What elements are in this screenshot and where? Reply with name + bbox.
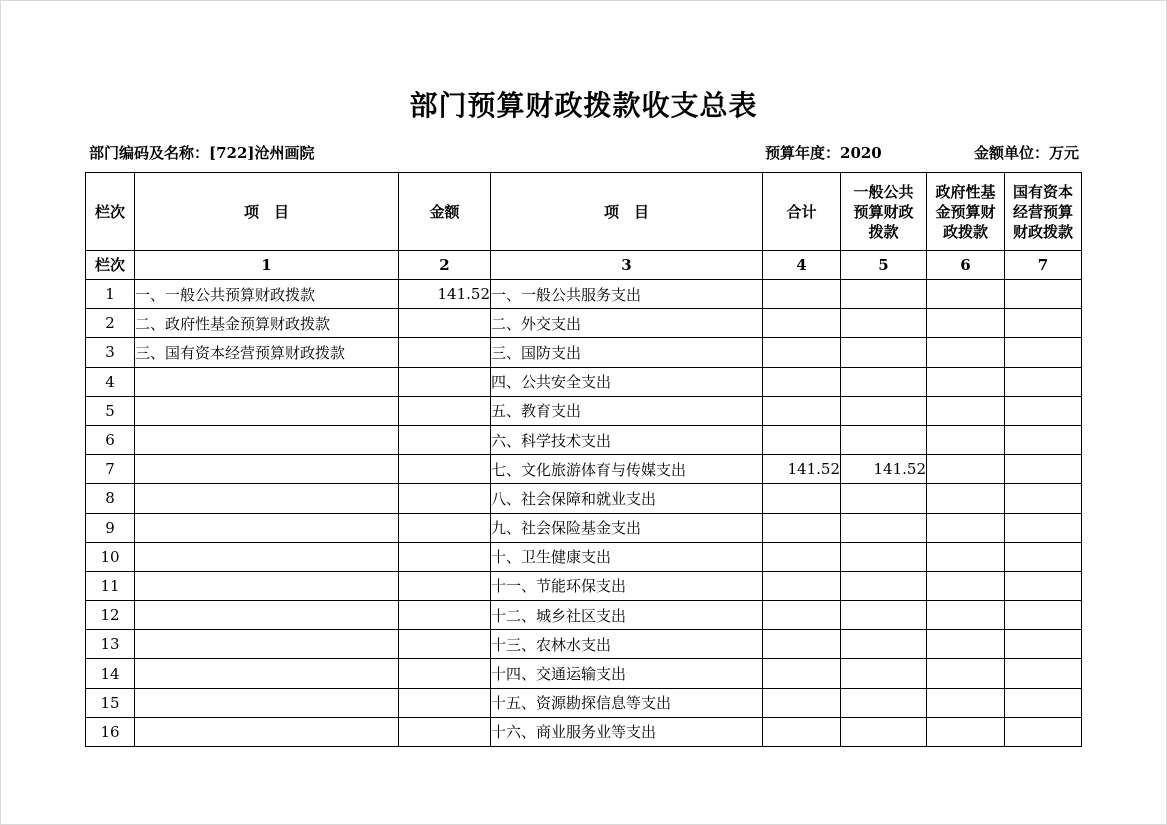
state-capital-cell (1005, 309, 1082, 338)
income-amount-cell (399, 396, 491, 425)
income-amount-cell (399, 717, 491, 746)
total-cell (763, 630, 841, 659)
income-item-cell: 一、一般公共预算财政拨款 (135, 280, 399, 309)
header-row (86, 173, 1082, 251)
gov-fund-cell (927, 630, 1005, 659)
expense-item-cell: 一、一般公共服务支出 (491, 280, 763, 309)
total-cell (763, 717, 841, 746)
header-total: 合计 (763, 173, 841, 251)
general-budget-cell (841, 338, 927, 367)
income-amount-cell (399, 601, 491, 630)
expense-item-cell: 六、科学技术支出 (491, 425, 763, 454)
income-amount-cell (399, 630, 491, 659)
general-budget-cell (841, 630, 927, 659)
gov-fund-cell (927, 688, 1005, 717)
gov-fund-cell (927, 396, 1005, 425)
income-item-cell (135, 367, 399, 396)
header-gov-fund (927, 173, 1005, 251)
expense-item-cell: 八、社会保障和就业支出 (491, 484, 763, 513)
header-general-line: 预算财政 (853, 202, 914, 221)
general-budget-cell (841, 659, 927, 688)
expense-item-cell: 二、外交支出 (491, 309, 763, 338)
income-item-cell (135, 396, 399, 425)
state-capital-cell (1005, 630, 1082, 659)
column-number: 1 (135, 251, 399, 280)
state-capital-cell (1005, 513, 1082, 542)
state-capital-cell (1005, 455, 1082, 484)
income-amount-cell (399, 367, 491, 396)
total-cell: 141.52 (763, 455, 841, 484)
row-number-cell: 2 (86, 309, 135, 338)
total-cell (763, 484, 841, 513)
header-gov-fund-line: 政拨款 (942, 222, 988, 241)
income-amount-cell (399, 309, 491, 338)
state-capital-cell (1005, 659, 1082, 688)
row-number-cell: 5 (86, 396, 135, 425)
total-cell (763, 425, 841, 454)
general-budget-cell (841, 601, 927, 630)
income-item-cell (135, 688, 399, 717)
total-cell (763, 542, 841, 571)
row-number-cell: 16 (86, 717, 135, 746)
expense-item-cell: 十二、城乡社区支出 (491, 601, 763, 630)
gov-fund-cell (927, 425, 1005, 454)
income-item-cell (135, 542, 399, 571)
gov-fund-cell (927, 542, 1005, 571)
gov-fund-cell (927, 455, 1005, 484)
general-budget-cell (841, 280, 927, 309)
dept-label: 部门编码及名称：[722]沧州画院 (89, 144, 315, 162)
header-general-line: 拨款 (868, 222, 899, 241)
column-number: 4 (763, 251, 841, 280)
total-cell (763, 571, 841, 600)
gov-fund-cell (927, 717, 1005, 746)
gov-fund-cell (927, 659, 1005, 688)
state-capital-cell (1005, 542, 1082, 571)
gov-fund-cell (927, 309, 1005, 338)
gov-fund-cell (927, 367, 1005, 396)
expense-item-cell: 十三、农林水支出 (491, 630, 763, 659)
gov-fund-cell (927, 338, 1005, 367)
header-gov-fund-line: 政府性基 (935, 182, 996, 201)
table-row (86, 630, 1082, 659)
header-state-capital-line: 财政拨款 (1012, 222, 1073, 241)
table-row (86, 659, 1082, 688)
row-number-cell: 7 (86, 455, 135, 484)
general-budget-cell (841, 513, 927, 542)
expense-item-cell: 七、文化旅游体育与传媒支出 (491, 455, 763, 484)
budget-year-label: 预算年度：2020 (765, 144, 882, 162)
state-capital-cell (1005, 484, 1082, 513)
table-row (86, 425, 1082, 454)
general-budget-cell (841, 396, 927, 425)
state-capital-cell (1005, 717, 1082, 746)
header-state-capital-line: 国有资本 (1012, 182, 1073, 201)
expense-item-cell: 五、教育支出 (491, 396, 763, 425)
expense-item-cell: 三、国防支出 (491, 338, 763, 367)
total-cell (763, 309, 841, 338)
state-capital-cell (1005, 601, 1082, 630)
table-row (86, 484, 1082, 513)
row-number-cell: 9 (86, 513, 135, 542)
income-item-cell (135, 717, 399, 746)
expense-item-cell: 四、公共安全支出 (491, 367, 763, 396)
expense-item-cell: 十、卫生健康支出 (491, 542, 763, 571)
header-general-line: 一般公共 (853, 182, 914, 201)
income-item-cell (135, 659, 399, 688)
general-budget-cell (841, 484, 927, 513)
header-general-budget (841, 173, 927, 251)
row-number-cell: 13 (86, 630, 135, 659)
income-amount-cell (399, 455, 491, 484)
income-item-cell (135, 425, 399, 454)
gov-fund-cell (927, 484, 1005, 513)
income-item-cell (135, 601, 399, 630)
expense-item-cell: 九、社会保险基金支出 (491, 513, 763, 542)
total-cell (763, 513, 841, 542)
header-amount: 金额 (399, 173, 491, 251)
state-capital-cell (1005, 280, 1082, 309)
income-amount-cell (399, 338, 491, 367)
income-amount-cell (399, 513, 491, 542)
amount-unit-label: 金额单位：万元 (973, 144, 1079, 162)
general-budget-cell (841, 688, 927, 717)
column-number: 栏次 (86, 251, 135, 280)
income-amount-cell (399, 425, 491, 454)
state-capital-cell (1005, 425, 1082, 454)
table-row (86, 338, 1082, 367)
row-number-cell: 12 (86, 601, 135, 630)
total-cell (763, 396, 841, 425)
row-number-cell: 1 (86, 280, 135, 309)
total-cell (763, 338, 841, 367)
table-row (86, 396, 1082, 425)
general-budget-cell (841, 367, 927, 396)
row-number-cell: 6 (86, 425, 135, 454)
table-row (86, 280, 1082, 309)
expense-item-cell: 十四、交通运输支出 (491, 659, 763, 688)
income-amount-cell (399, 659, 491, 688)
table-body (86, 280, 1082, 747)
table-row (86, 542, 1082, 571)
general-budget-cell (841, 571, 927, 600)
total-cell (763, 367, 841, 396)
table-row (86, 717, 1082, 746)
state-capital-cell (1005, 338, 1082, 367)
general-budget-cell (841, 309, 927, 338)
general-budget-cell: 141.52 (841, 455, 927, 484)
table-row (86, 601, 1082, 630)
row-number-cell: 15 (86, 688, 135, 717)
gov-fund-cell (927, 571, 1005, 600)
header-income-item: 项 目 (135, 173, 399, 251)
general-budget-cell (841, 425, 927, 454)
total-cell (763, 659, 841, 688)
row-number-cell: 3 (86, 338, 135, 367)
header-col-no: 栏次 (86, 173, 135, 251)
gov-fund-cell (927, 601, 1005, 630)
income-amount-cell (399, 542, 491, 571)
table-row (86, 455, 1082, 484)
general-budget-cell (841, 542, 927, 571)
income-item-cell: 三、国有资本经营预算财政拨款 (135, 338, 399, 367)
income-amount-cell (399, 484, 491, 513)
income-item-cell (135, 630, 399, 659)
total-cell (763, 280, 841, 309)
expense-item-cell: 十五、资源勘探信息等支出 (491, 688, 763, 717)
income-amount-cell: 141.52 (399, 280, 491, 309)
row-number-cell: 14 (86, 659, 135, 688)
column-number-row (86, 251, 1082, 280)
header-expense-item: 项 目 (491, 173, 763, 251)
total-cell (763, 601, 841, 630)
table-row (86, 513, 1082, 542)
state-capital-cell (1005, 396, 1082, 425)
table-row (86, 309, 1082, 338)
income-item-cell (135, 484, 399, 513)
total-cell (763, 688, 841, 717)
row-number-cell: 4 (86, 367, 135, 396)
expense-item-cell: 十六、商业服务业等支出 (491, 717, 763, 746)
header-state-capital-line: 经营预算 (1012, 202, 1073, 221)
header-state-capital (1005, 173, 1082, 251)
income-amount-cell (399, 688, 491, 717)
row-number-cell: 8 (86, 484, 135, 513)
row-number-cell: 11 (86, 571, 135, 600)
expense-item-cell: 十一、节能环保支出 (491, 571, 763, 600)
row-number-cell: 10 (86, 542, 135, 571)
income-item-cell: 二、政府性基金预算财政拨款 (135, 309, 399, 338)
income-amount-cell (399, 571, 491, 600)
income-item-cell (135, 513, 399, 542)
income-item-cell (135, 571, 399, 600)
column-number: 3 (491, 251, 763, 280)
general-budget-cell (841, 717, 927, 746)
gov-fund-cell (927, 280, 1005, 309)
column-number: 5 (841, 251, 927, 280)
table-row (86, 688, 1082, 717)
state-capital-cell (1005, 688, 1082, 717)
state-capital-cell (1005, 367, 1082, 396)
column-number: 6 (927, 251, 1005, 280)
table-row (86, 571, 1082, 600)
column-number: 2 (399, 251, 491, 280)
table-row (86, 367, 1082, 396)
budget-table (85, 172, 1082, 747)
gov-fund-cell (927, 513, 1005, 542)
page-title: 部门预算财政拨款收支总表 (409, 89, 758, 122)
header-gov-fund-line: 金预算财 (935, 202, 996, 221)
column-number: 7 (1005, 251, 1082, 280)
state-capital-cell (1005, 571, 1082, 600)
income-item-cell (135, 455, 399, 484)
